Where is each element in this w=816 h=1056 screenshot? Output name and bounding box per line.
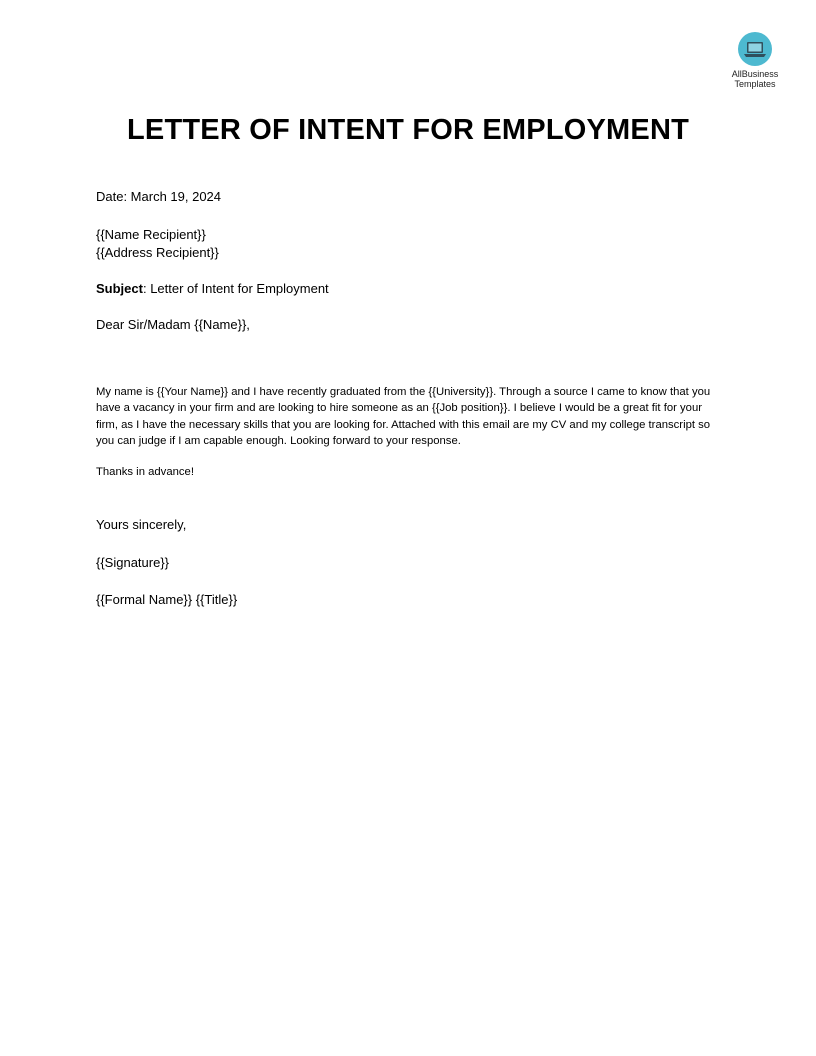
body-paragraph: My name is {{Your Name}} and I have recently graduated from the {{University}}. Through a source I came to know that you have a vacancy in your firm and are looking to hire someone as an {{Job position}}. I believe I would be a great fit for your firm, as I have the necessary skills that you are looking for. Attached with this email are my CV and my college transcript so you can judge if I am capable enough. Looking forward to your response. [96,386,711,447]
closing-line: Yours sincerely, [96,517,187,532]
subject-text: : Letter of Intent for Employment [142,281,329,296]
recipient-address: {{Address Recipient}} [96,245,219,260]
logo-text [722,69,788,89]
subject-label: Subject [96,281,143,296]
letter-date: Date: March 19, 2024 [96,189,222,204]
logo-line-2: Templates [734,79,776,89]
allbusiness-logo [722,32,788,89]
subject-line [96,280,329,298]
document-title: LETTER OF INTENT FOR EMPLOYMENT [126,114,689,146]
greeting: Dear Sir/Madam {{Name}}, [96,317,250,332]
thanks-line: Thanks in advance! [96,466,194,478]
formal-name-title: {{Formal Name}} {{Title}} [96,592,238,607]
recipient-name: {{Name Recipient}} [96,227,206,242]
signature-placeholder: {{Signature}} [96,555,170,570]
laptop-icon [738,32,772,66]
logo-line-1: AllBusiness [731,69,779,79]
